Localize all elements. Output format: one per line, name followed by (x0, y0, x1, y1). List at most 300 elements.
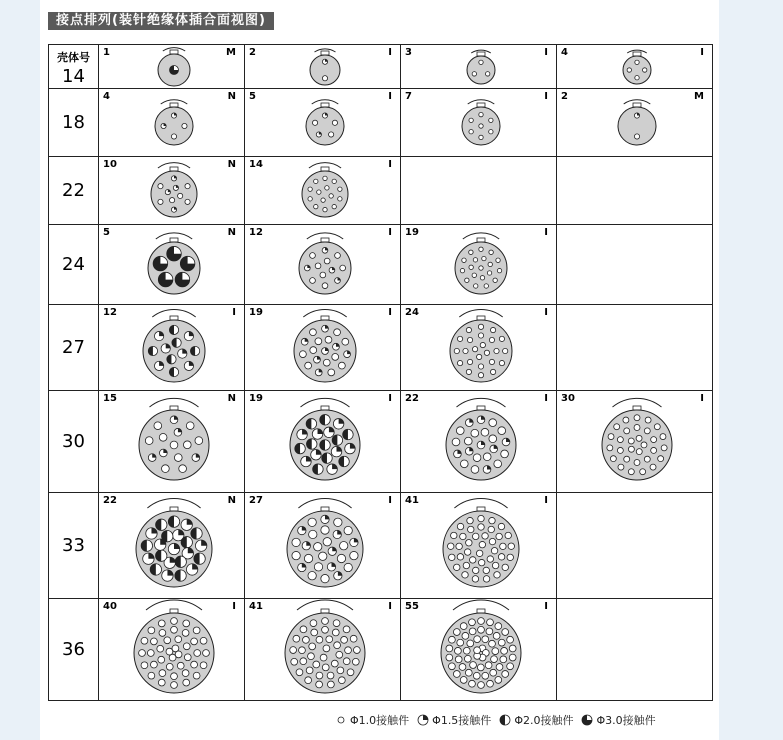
arrangement-cell (401, 89, 557, 157)
contact-pin (322, 618, 329, 625)
shell-label: 壳体号 (57, 51, 90, 64)
contact-pin (303, 636, 310, 643)
contact-pin (333, 343, 340, 350)
contact-pin (308, 572, 316, 580)
connector-drawing (245, 225, 401, 305)
contact-pin (483, 466, 491, 474)
contact-pin (322, 76, 327, 81)
contact-pin (311, 449, 322, 460)
contact-pin (306, 419, 317, 430)
arrangement-cell (99, 391, 245, 493)
contact-pin (495, 623, 502, 630)
contact-pin (321, 526, 329, 534)
arrangement-cell (245, 391, 401, 493)
contact-pin (472, 347, 477, 352)
contact-count: 19 (405, 227, 419, 238)
keying-code: I (544, 227, 548, 238)
contact-pin (162, 531, 173, 542)
contact-pin (645, 417, 651, 423)
contact-pin (487, 680, 494, 687)
shell-size: 18 (49, 89, 99, 157)
contact-pin (195, 540, 206, 551)
contact-pin (312, 120, 317, 125)
contact-pin (502, 438, 510, 446)
shell-row (49, 89, 713, 157)
contact-pin (340, 542, 348, 550)
arrangement-cell (245, 157, 401, 225)
contact-pin (500, 715, 510, 725)
contact-pin (463, 562, 469, 568)
contact-pin (320, 415, 331, 426)
contact-pin (479, 60, 483, 64)
contact-pin (478, 364, 483, 369)
contact-pin (478, 524, 484, 530)
arrangement-cell (99, 225, 245, 305)
contact-count: 19 (249, 393, 263, 404)
contact-pin (327, 464, 338, 475)
contact-pin (302, 542, 310, 550)
contact-pin (471, 429, 479, 437)
contact-pin (466, 540, 472, 546)
contact-pin (452, 438, 460, 446)
shell-row (49, 45, 713, 89)
contact-pin (311, 629, 318, 636)
contact-pin (332, 629, 339, 636)
contact-pin (164, 637, 171, 644)
contact-pin (183, 620, 190, 627)
arrangement-cell (99, 157, 245, 225)
contact-pin (299, 351, 306, 358)
contact-count: 24 (405, 307, 419, 318)
contact-pin (467, 517, 473, 523)
contact-pin (185, 199, 190, 204)
contact-pin (500, 543, 506, 549)
keying-code: I (544, 393, 548, 404)
arrangement-cell (99, 599, 245, 701)
contact-pin (476, 550, 482, 556)
contact-pin (332, 435, 343, 446)
contact-pin (478, 373, 483, 378)
contact-pin (338, 187, 342, 191)
contact-pin (507, 663, 514, 670)
contact-pin (472, 576, 478, 582)
contact-pin (628, 446, 634, 452)
contact-pin (171, 113, 176, 118)
contact-pin (334, 642, 341, 649)
legend-label: Φ1.5接触件 (432, 714, 492, 727)
legend-item (335, 712, 409, 728)
arrangement-cell (245, 225, 401, 305)
contact-pin (447, 543, 453, 549)
contact-pin (636, 449, 642, 455)
contact-pin (308, 518, 316, 526)
contact-pin (332, 179, 336, 183)
contact-pin (314, 563, 322, 571)
shell-size: 33 (49, 493, 99, 599)
contact-pin (304, 265, 310, 271)
contact-pin (158, 656, 165, 663)
contact-pin (158, 272, 173, 287)
contact-pin (641, 442, 647, 448)
connector-face (294, 309, 356, 382)
contact-pin (492, 648, 499, 655)
contact-pin (322, 325, 329, 332)
contact-pin (470, 662, 477, 669)
contact-pin (634, 134, 639, 139)
contact-pin (323, 359, 330, 366)
contact-pin (162, 465, 170, 473)
contact-pin (478, 333, 483, 338)
contact-pin (322, 664, 329, 671)
contact-pin (308, 187, 312, 191)
connector-drawing (401, 391, 557, 493)
contact-count: 27 (249, 495, 263, 506)
keying-code: I (544, 495, 548, 506)
contact-pin (501, 647, 508, 654)
contact-pin (496, 533, 502, 539)
arrangement-cell (401, 225, 557, 305)
empty-contact-icon (335, 714, 347, 726)
contact-pin (457, 360, 462, 365)
arrangement-cell (245, 493, 401, 599)
connector-drawing (245, 157, 401, 225)
keying-code: I (232, 307, 236, 318)
contact-pin (159, 670, 166, 677)
contact-pin (344, 526, 352, 534)
contact-pin (150, 564, 161, 575)
contact-pin (191, 638, 198, 645)
contact-count: 55 (405, 601, 419, 612)
contact-pin (335, 278, 341, 284)
contact-pin (184, 361, 193, 370)
contact-pin (338, 197, 342, 201)
contact-pin (343, 658, 350, 665)
contact-pin (473, 258, 477, 262)
contact-pin (478, 682, 485, 689)
connector-drawing (99, 391, 245, 493)
contact-pin (305, 362, 312, 369)
contact-pin (331, 660, 338, 667)
connector-drawing (401, 493, 557, 599)
arrangement-cell (557, 391, 713, 493)
contact-pin (338, 717, 344, 723)
contact-pin (315, 338, 322, 345)
contact-pin (463, 647, 470, 654)
contact-pin (469, 680, 476, 687)
contact-pin (474, 284, 478, 288)
arrangement-cell (557, 89, 713, 157)
contact-pin (635, 60, 639, 64)
contact-count: 4 (103, 91, 110, 102)
contact-pin (316, 672, 323, 679)
contact-pin (345, 443, 356, 454)
contact-pin (324, 427, 335, 438)
empty-cell (557, 493, 713, 599)
contact-pin (446, 654, 453, 661)
contact-pin (329, 267, 335, 273)
contact-pin (508, 543, 514, 549)
contact-pin (320, 654, 327, 661)
contact-pin (502, 629, 509, 636)
contact-pin (310, 253, 316, 259)
contact-pin (322, 113, 327, 118)
contact-pin (502, 564, 508, 570)
contact-pin (344, 351, 351, 358)
shell-row (49, 493, 713, 599)
keying-code: I (700, 47, 704, 58)
contact-pin (489, 250, 493, 254)
shell-size: 30 (49, 391, 99, 493)
contact-pin (471, 466, 479, 474)
arrangement-cell (245, 89, 401, 157)
contact-pin (327, 672, 334, 679)
keying-code: N (227, 495, 236, 506)
contact-pin (337, 554, 345, 562)
contact-pin (474, 636, 481, 643)
connector-drawing (401, 89, 557, 157)
contact-pin (309, 643, 316, 650)
contact-pin (479, 266, 483, 270)
contact-pin (154, 422, 162, 430)
contact-pin (297, 429, 308, 440)
contact-pin (306, 439, 317, 450)
contact-pin (472, 72, 476, 76)
keying-code: I (388, 601, 392, 612)
contact-pin (159, 433, 167, 441)
contact-pin (464, 655, 471, 662)
contact-pin (618, 464, 624, 470)
contact-pin (483, 453, 491, 461)
contact-pin (643, 68, 647, 72)
contact-pin (148, 454, 156, 462)
contact-pin (322, 453, 333, 464)
contact-pin (342, 338, 349, 345)
contact-pin (171, 626, 178, 633)
contact-pin (489, 337, 494, 342)
contact-pin (492, 562, 498, 568)
contact-pin (194, 553, 205, 564)
contact-pin (499, 360, 504, 365)
contact-pin (463, 348, 468, 353)
connector-drawing (245, 599, 401, 701)
contact-pin (509, 654, 516, 661)
contact-pin (169, 325, 178, 334)
empty-cell (557, 305, 713, 391)
contact-count: 22 (405, 393, 419, 404)
contact-pin (465, 669, 472, 676)
arrangement-cell (99, 493, 245, 599)
contact-pin (290, 647, 297, 654)
contact-pin (162, 570, 173, 581)
contact-pin (171, 682, 178, 689)
contact-count: 14 (249, 159, 263, 170)
contact-pin (321, 515, 329, 523)
contact-pin (331, 446, 342, 457)
contact-pin (171, 673, 178, 680)
contact-pin (628, 469, 634, 475)
legend-label: Φ2.0接触件 (514, 714, 574, 727)
contact-pin (482, 636, 489, 643)
contact-pin (300, 658, 307, 665)
legend-item (417, 712, 491, 728)
contact-pin (482, 672, 489, 679)
contact-count: 22 (103, 495, 117, 506)
contact-pin (173, 185, 178, 190)
contact-pin (482, 533, 488, 539)
contact-pin (338, 362, 345, 369)
contact-pin (310, 329, 317, 336)
keying-code: I (232, 601, 236, 612)
contact-pin (651, 437, 657, 443)
contact-pin (169, 367, 178, 376)
contact-pin (320, 272, 326, 278)
contact-pin (467, 640, 474, 647)
arrangement-cell (401, 493, 557, 599)
connector-drawing (99, 493, 245, 599)
arrangement-cell (99, 89, 245, 157)
connector-drawing (401, 599, 557, 701)
contact-pin (487, 271, 491, 275)
contact-pin (462, 572, 468, 578)
page-title: 接点排列(装针绝缘体插合面视图) (48, 12, 274, 30)
contact-pin (169, 198, 174, 203)
contact-pin (469, 118, 473, 122)
contact-count: 12 (249, 227, 263, 238)
contact-pin (479, 541, 485, 547)
contact-pin (308, 197, 312, 201)
contact-pin (327, 681, 334, 688)
contact-pin (193, 627, 200, 634)
contact-pin (291, 658, 298, 665)
contact-pin (454, 348, 459, 353)
contact-pin (308, 653, 315, 660)
contact-pin (168, 516, 179, 527)
legend-label: Φ1.0接触件 (350, 714, 410, 727)
contact-pin (332, 120, 337, 125)
contact-pin (333, 620, 340, 627)
contact-pin (322, 247, 328, 253)
contact-pin (183, 643, 190, 650)
contact-pin (184, 331, 193, 340)
contact-pin (192, 454, 200, 462)
contact-pin (353, 647, 360, 654)
contact-pin (465, 278, 469, 282)
contact-pin (617, 437, 623, 443)
contact-pin (194, 650, 201, 657)
keying-code: I (544, 601, 548, 612)
contact-pin (479, 135, 483, 139)
contact-pin (146, 528, 157, 539)
contact-count: 15 (103, 393, 117, 404)
contact-pin (451, 532, 457, 538)
contact-pin (309, 530, 317, 538)
contact-pin (322, 626, 329, 633)
shell-header-cell (49, 45, 99, 89)
contact-pin (456, 543, 462, 549)
contact-pin (147, 650, 154, 657)
contact-pin (312, 429, 323, 440)
connector-drawing (245, 305, 401, 391)
contact-pin (316, 132, 321, 137)
contact-pin (483, 567, 489, 573)
contact-pin (314, 356, 321, 363)
keying-code: I (544, 307, 548, 318)
contact-pin (193, 672, 200, 679)
contact-pin (141, 540, 152, 551)
contact-pin (472, 273, 476, 277)
contact-pin (320, 440, 331, 451)
contact-pin (477, 354, 482, 359)
connector-drawing (245, 89, 401, 157)
contact-pin (153, 256, 168, 271)
contact-pin (628, 438, 634, 444)
contact-pin (462, 258, 466, 262)
contact-pin (650, 464, 656, 470)
half-contact-icon (499, 714, 511, 726)
contact-pin (660, 434, 666, 440)
contact-pin (333, 419, 344, 430)
contact-pin (491, 656, 498, 663)
contact-pin (182, 123, 187, 128)
contact-pin (158, 679, 165, 686)
contact-pin (335, 253, 341, 259)
contact-pin (203, 650, 210, 657)
contact-pin (498, 639, 505, 646)
contact-pin (157, 645, 164, 652)
contact-pin (301, 456, 312, 467)
contact-pin (322, 283, 328, 289)
connector-drawing (557, 391, 713, 493)
contact-pin (329, 132, 334, 137)
contact-pin (644, 456, 650, 462)
connector-drawing (99, 305, 245, 391)
contact-pin (460, 533, 466, 539)
contact-pin (316, 636, 323, 643)
contact-pin (323, 538, 331, 546)
contact-pin (178, 349, 187, 358)
shell-size: 36 (49, 599, 99, 701)
contact-pin (170, 441, 178, 449)
contact-pin (336, 651, 343, 658)
contact-pin (168, 543, 179, 554)
contact-pin (175, 636, 182, 643)
contact-pin (460, 268, 464, 272)
empty-cell (401, 157, 557, 225)
keying-code: I (388, 159, 392, 170)
keying-code: N (227, 227, 236, 238)
contact-pin (299, 647, 306, 654)
contact-pin (148, 346, 157, 355)
contact-pin (448, 636, 455, 643)
contact-pin (644, 428, 650, 434)
contact-pin (484, 284, 488, 288)
contact-pin (315, 263, 321, 269)
contact-pin (172, 338, 181, 347)
contact-pin (474, 647, 481, 654)
contact-pin (484, 350, 489, 355)
contact-pin (179, 465, 187, 473)
contact-pin (469, 628, 476, 635)
contact-pin (181, 519, 192, 530)
contact-pin (175, 272, 190, 287)
contact-pin (617, 447, 623, 453)
contact-pin (143, 553, 154, 564)
contact-pin (467, 337, 472, 342)
keying-code: N (227, 393, 236, 404)
contact-pin (166, 663, 173, 670)
contact-pin (334, 518, 342, 526)
contact-pin (501, 450, 509, 458)
